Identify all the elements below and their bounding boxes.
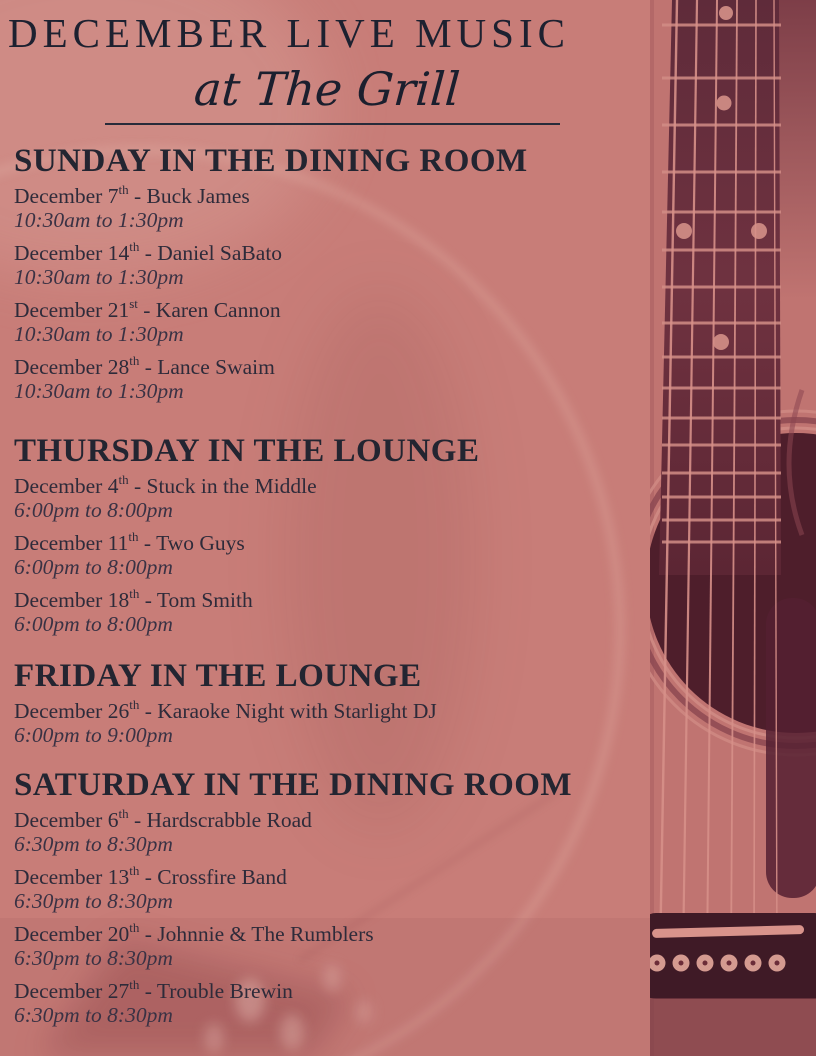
section-heading: THURSDAY IN THE LOUNGE: [14, 433, 480, 469]
event-date-artist: [14, 528, 655, 555]
event-date: December 27: [14, 979, 130, 1003]
event-item: [14, 528, 655, 579]
schedule-section-sunday: [14, 143, 655, 403]
date-ordinal: th: [129, 919, 140, 935]
event-artist: - Stuck in the Middle: [128, 474, 317, 498]
event-time: 6:30pm to 8:30pm: [14, 946, 173, 970]
date-ordinal: th: [118, 805, 129, 821]
event-date-artist: [14, 696, 655, 723]
guitar-image: [650, 0, 816, 1056]
event-date-artist: [14, 585, 655, 612]
section-heading: SUNDAY IN THE DINING ROOM: [14, 143, 528, 179]
event-artist: - Buck James: [128, 184, 250, 208]
event-time: 6:00pm to 8:00pm: [14, 555, 173, 579]
event-artist: - Crossfire Band: [139, 865, 287, 889]
event-time: 10:30am to 1:30pm: [14, 265, 184, 289]
event-date-artist: [14, 919, 655, 946]
section-heading: FRIDAY IN THE LOUNGE: [14, 658, 422, 694]
date-ordinal: th: [129, 585, 140, 601]
date-ordinal: st: [129, 295, 138, 311]
event-artist: - Two Guys: [138, 531, 245, 555]
date-ordinal: th: [128, 528, 139, 544]
event-artist: - Lance Swaim: [139, 355, 275, 379]
event-date: December 26: [14, 699, 130, 723]
event-artist: - Johnnie & The Rumblers: [139, 922, 374, 946]
event-date-artist: [14, 862, 655, 889]
poster-title: DECEMBER LIVE MUSIC: [8, 10, 570, 56]
date-ordinal: th: [118, 181, 129, 197]
date-ordinal: th: [129, 352, 140, 368]
event-date-artist: [14, 471, 655, 498]
event-date: December 4: [14, 474, 119, 498]
event-time: 6:00pm to 8:00pm: [14, 498, 173, 522]
event-date: December 13: [14, 865, 130, 889]
event-date-artist: [14, 352, 655, 379]
event-date: December 21: [14, 298, 130, 322]
event-item: [14, 976, 655, 1027]
event-item: [14, 295, 655, 346]
event-time: 10:30am to 1:30pm: [14, 208, 184, 232]
date-ordinal: th: [118, 471, 129, 487]
event-date: December 11: [14, 531, 129, 555]
event-date: December 7: [14, 184, 119, 208]
event-date: December 28: [14, 355, 130, 379]
event-item: [14, 862, 655, 913]
event-item: [14, 352, 655, 403]
body-dark-reflection: [766, 598, 816, 898]
schedule-section-thursday: [14, 433, 655, 636]
top-right-shadow: [774, 0, 816, 300]
event-time: 10:30am to 1:30pm: [14, 379, 184, 403]
event-time: 6:30pm to 8:30pm: [14, 832, 173, 856]
event-date-artist: [14, 181, 655, 208]
event-time: 6:30pm to 8:30pm: [14, 1003, 173, 1027]
event-artist: - Karen Cannon: [137, 298, 281, 322]
date-ordinal: th: [129, 862, 140, 878]
subtitle-underline: [105, 123, 560, 125]
event-item: [14, 471, 655, 522]
poster-subtitle: at The Grill: [192, 62, 462, 116]
event-date-artist: [14, 976, 655, 1003]
date-ordinal: th: [129, 238, 140, 254]
schedule-section-friday: [14, 658, 655, 747]
event-date-artist: [14, 238, 655, 265]
schedule-section-saturday: [14, 767, 655, 1027]
event-date: December 20: [14, 922, 130, 946]
event-date: December 6: [14, 808, 119, 832]
event-item: [14, 238, 655, 289]
event-time: 6:00pm to 8:00pm: [14, 612, 173, 636]
event-item: [14, 696, 655, 747]
guitar-photo-strip: [650, 0, 816, 1056]
event-artist: - Hardscrabble Road: [128, 808, 312, 832]
event-artist: - Trouble Brewin: [139, 979, 293, 1003]
event-item: [14, 181, 655, 232]
section-heading: SATURDAY IN THE DINING ROOM: [14, 767, 573, 803]
event-date: December 14: [14, 241, 130, 265]
below-bridge-shade: [650, 998, 816, 1056]
event-time: 10:30am to 1:30pm: [14, 322, 184, 346]
event-date-artist: [14, 295, 655, 322]
event-item: [14, 805, 655, 856]
event-date: December 18: [14, 588, 130, 612]
event-artist: - Karaoke Night with Starlight DJ: [139, 699, 437, 723]
event-date-artist: [14, 805, 655, 832]
event-item: [14, 919, 655, 970]
date-ordinal: th: [129, 976, 140, 992]
event-time: 6:00pm to 9:00pm: [14, 723, 173, 747]
event-artist: - Tom Smith: [139, 588, 253, 612]
guitar-bridge: [650, 913, 816, 1056]
event-time: 6:30pm to 8:30pm: [14, 889, 173, 913]
event-item: [14, 585, 655, 636]
date-ordinal: th: [129, 696, 140, 712]
event-artist: - Daniel SaBato: [139, 241, 283, 265]
